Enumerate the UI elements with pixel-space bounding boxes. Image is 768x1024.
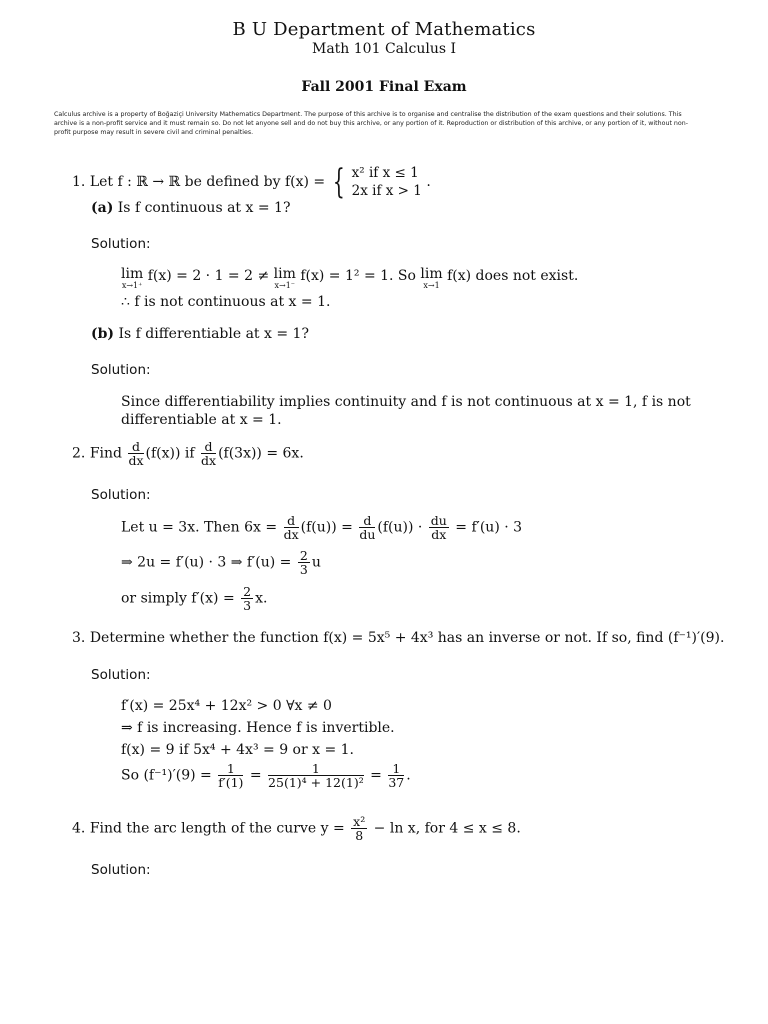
part-a-label: (a) [91, 200, 114, 216]
question-text: (f(3x)) = 6x. [218, 445, 304, 462]
question-2 [72, 440, 304, 467]
fraction-two-thirds: $\frac{2}{3}$ [243, 584, 252, 613]
case-2: 2x if x > 1 [351, 183, 422, 199]
solution-text: f(x) = 2 · 1 = 2 ≠ [147, 268, 270, 284]
solution-text: f(x) does not exist. [447, 268, 579, 284]
part-b-label: (b) [91, 326, 115, 342]
limit-right: lim x→1⁺ [121, 266, 144, 290]
part-a-text: Is f continuous at x = 1? [117, 200, 291, 216]
fraction-x-squared-over-8: $\frac{\text{x²}}{8}$ [353, 814, 366, 843]
question-2-number: 2. [72, 445, 86, 462]
question-1a [91, 200, 290, 216]
solution-1b-line-2: differentiable at x = 1. [121, 412, 282, 428]
solution-text: u [311, 554, 321, 571]
fraction-two-thirds: $\frac{2}{3}$ [299, 548, 308, 577]
solution-text: f(x) = 1² = 1. So [300, 268, 416, 284]
equals-sign: = [370, 767, 382, 784]
solution-text: (f(u)) = [300, 519, 353, 536]
page-title: B U Department of Mathematics [232, 19, 536, 40]
question-1b [91, 326, 309, 342]
limit-left: lim x→1⁻ [273, 266, 296, 290]
solution-3-line-3: f(x) = 9 if 5x⁴ + 4x³ = 9 or x = 1. [121, 742, 355, 758]
fraction-inverse: $\frac{1}{f'(1)}$ [218, 761, 244, 790]
archive-notice: Calculus archive is a property of Boğaziçi University Mathematics Department. The purpose of this archive is to organise and centralise the distribution of the exam questions and their solutions. This archive is a non-profit service and it must remain so. Do not let anyone sell and do not buy this archive, or any portion of it. Reproduction or distribution of this archive, or any portion of it, without non-profit purpose may result in severe civil and criminal penalties. [54, 111, 689, 136]
derivative-operator: $\frac{d}{dx}$ [128, 439, 144, 468]
period: . [406, 767, 411, 784]
question-text: Find the arc length of the curve y = [89, 820, 345, 837]
question-1-text: Let f : ℝ → ℝ be defined by f(x) = [89, 174, 326, 190]
derivative-operator: $\frac{d}{dx}$ [283, 513, 299, 542]
question-3-text: Determine whether the function f(x) = 5x⁵ + 4x³ has an inverse or not. If so, find (f⁻¹)′(9). [89, 630, 725, 646]
solution-2-line-1 [121, 514, 522, 541]
fraction-evaluated: $\frac{1}{\text{25(1)⁴ + 12(1)²}}$ [268, 761, 364, 790]
course-subtitle: Math 101 Calculus I [312, 41, 456, 57]
solution-1a-line-1 [121, 268, 578, 290]
solution-2-line-3 [121, 585, 267, 612]
exam-title: Fall 2001 Final Exam [301, 79, 467, 95]
derivative-operator: $\frac{d}{du}$ [359, 513, 376, 542]
question-1-number: 1. [72, 174, 86, 190]
solution-text: (f(u)) · [377, 519, 423, 536]
part-b-text: Is f differentiable at x = 1? [118, 326, 309, 342]
solution-3-line-2: ⇒ f is increasing. Hence f is invertible. [121, 720, 395, 736]
case-1: x² if x ≤ 1 [351, 165, 419, 181]
question-text: (f(x)) if [145, 445, 195, 462]
question-1 [72, 164, 431, 200]
solution-text: or simply f′(x) = [121, 590, 235, 607]
solution-label: Solution: [91, 236, 151, 252]
solution-label: Solution: [91, 487, 151, 503]
solution-text: Let u = 3x. Then 6x = [121, 519, 278, 536]
solution-text: So (f⁻¹)′(9) = [121, 767, 212, 784]
question-3 [72, 630, 724, 646]
fraction-result: $\frac{1}{37}$ [388, 761, 405, 790]
derivative-operator: $\frac{d}{dx}$ [201, 439, 217, 468]
solution-1a-line-2: ∴ f is not continuous at x = 1. [121, 294, 331, 310]
question-text: Find [89, 445, 122, 462]
question-3-number: 3. [72, 630, 86, 646]
solution-3-line-4 [121, 762, 411, 789]
solution-text: = f′(u) · 3 [455, 519, 523, 536]
solution-3-line-1: f′(x) = 25x⁴ + 12x² > 0 ∀x ≠ 0 [121, 698, 332, 714]
solution-label: Solution: [91, 362, 151, 378]
question-4-number: 4. [72, 820, 86, 837]
question-text: − ln x, for 4 ≤ x ≤ 8. [373, 820, 521, 837]
solution-2-line-2 [121, 549, 321, 576]
brace-symbol: { [332, 162, 345, 202]
piecewise-cases [352, 164, 422, 200]
solution-text: x. [255, 590, 268, 607]
solution-1b-line-1: Since differentiability implies continuity and f is not continuous at x = 1, f is not [121, 394, 691, 410]
solution-label: Solution: [91, 862, 151, 878]
equals-sign: = [249, 767, 262, 784]
limit-two-sided: lim x→1 [420, 266, 443, 290]
solution-label: Solution: [91, 667, 151, 683]
derivative-operator: $\frac{du}{dx}$ [430, 513, 447, 542]
question-4 [72, 815, 521, 842]
solution-text: ⇒ 2u = f′(u) · 3 ⇒ f′(u) = [121, 554, 292, 571]
period: . [426, 174, 431, 190]
